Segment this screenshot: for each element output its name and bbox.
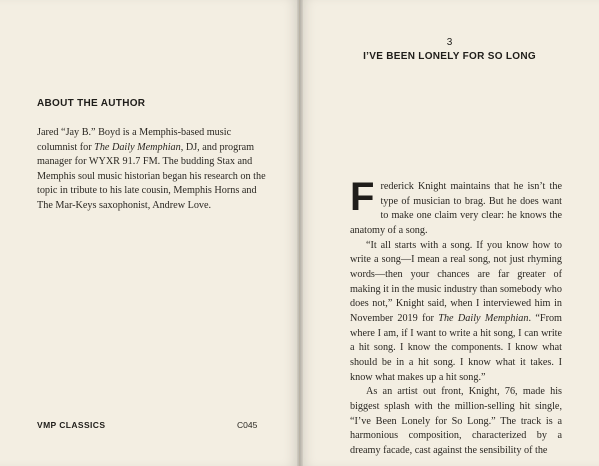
drop-cap: F [350, 175, 375, 219]
paragraph-3 [350, 385, 562, 458]
paragraph-2-publication: The Daily Memphian [438, 312, 529, 324]
paragraph-3-text: As an artist out front, Knight, 76, made his biggest splash with the million-selling hit single, “I’ve Been Lonely for So Long.” The track is a harmonious composition, characterized by a dreamy facade, cast against the sensibility of the [350, 386, 562, 456]
right-page [300, 0, 599, 466]
paragraph-1 [350, 175, 562, 239]
author-bio-text-2: , DJ, and program manager for WYXR 91.7 FM. The budding Stax and Memphis soul music historian began his research on the topic in tribute to his late cousin, Memphis Horns and The Mar-Keys saxophonist, Andrew Love. [37, 141, 266, 211]
footer-code: C045 [237, 420, 258, 430]
paragraph-2 [350, 239, 562, 386]
chapter-number: 3 [446, 37, 453, 48]
author-bio [37, 126, 273, 214]
paragraph-1-text: rederick Knight maintains that he isn’t the type of musician to brag. But he does want to make one claim very clear: he knows the anatomy of a song. [350, 181, 562, 236]
footer-brand: VMP CLASSICS [37, 420, 106, 430]
about-author-heading: ABOUT THE AUTHOR [37, 98, 146, 109]
book-gutter [297, 0, 303, 466]
paragraph-2-text: “It all starts with a song. If you know how to write a song—I mean a real song, not just rhyming words—then your chances are far greater of making it in the music industry than somebody who does not,” Knight said, when I interviewed him in November 2019 for [350, 239, 562, 324]
author-bio-publication: The Daily Memphian [94, 141, 181, 153]
author-bio-text-1: Jared “Jay B.” Boyd is a Memphis-based music columnist for [37, 127, 232, 153]
chapter-body [350, 175, 562, 458]
chapter-title: I’VE BEEN LONELY FOR SO LONG [363, 51, 536, 62]
paragraph-2-end: . “From where I am, if I want to write a hit song, I can write a hit song. I know the components. I know what should be in a hit song. I know what it takes. I know what makes up a hit song.” [350, 312, 562, 383]
